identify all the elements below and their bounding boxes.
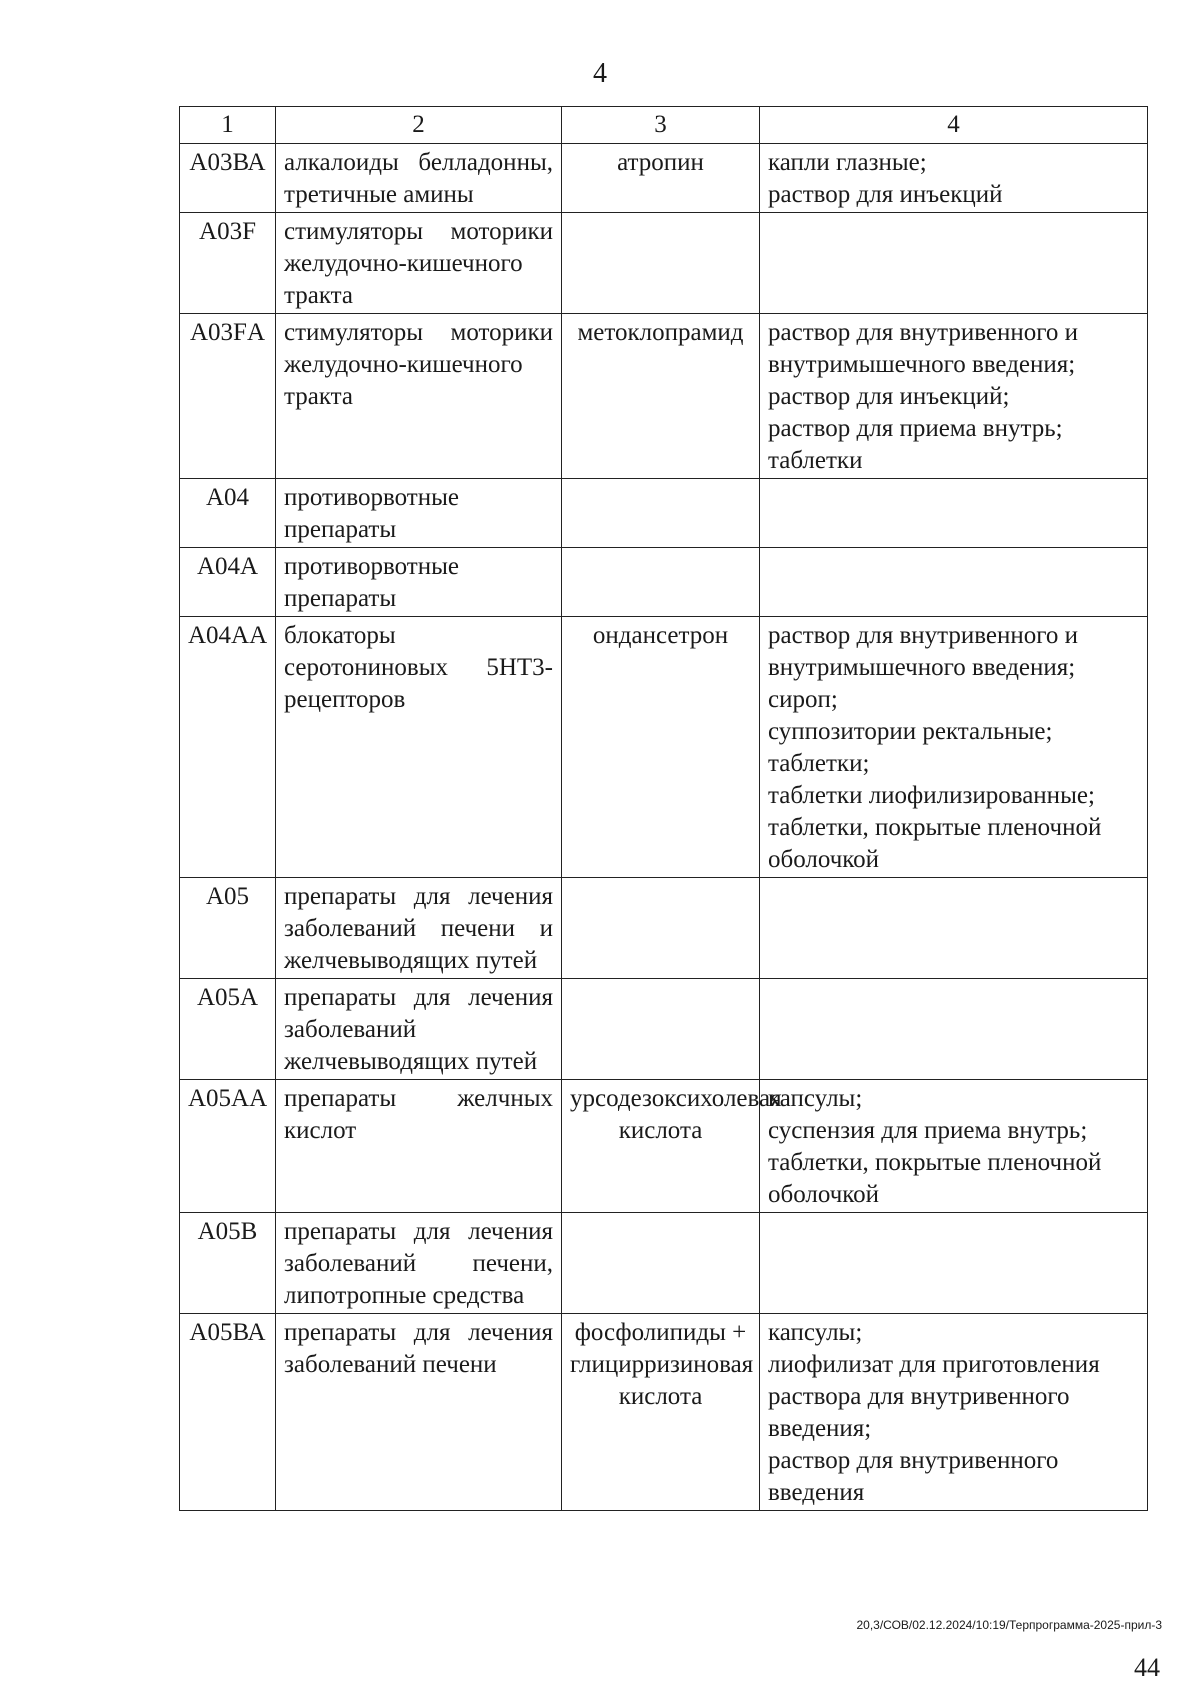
table-row	[180, 1213, 1148, 1314]
dosage-form-item: капсулы;	[768, 1085, 863, 1112]
dosage-form-item: раствор для инъекций	[768, 181, 1003, 208]
dosage-form-item: раствор для инъекций;	[768, 383, 1010, 410]
dosage-forms-cell	[760, 1314, 1148, 1511]
dosage-forms-cell	[760, 144, 1148, 213]
pharmacological-group-cell: препараты для лечения заболеваний желчевыводящих путей	[276, 979, 562, 1080]
atc-code-cell: А05В	[180, 1213, 276, 1314]
dosage-forms-cell	[760, 617, 1148, 878]
drug-table	[179, 106, 1148, 1511]
dosage-forms-cell	[760, 979, 1148, 1080]
table-row	[180, 617, 1148, 878]
atc-code-cell: А03ВА	[180, 144, 276, 213]
atc-code-cell: А03FА	[180, 314, 276, 479]
dosage-form-item: суппозитории ректальные;	[768, 718, 1053, 745]
atc-code-cell: А05ВА	[180, 1314, 276, 1511]
table-row	[180, 479, 1148, 548]
table-row	[180, 979, 1148, 1080]
dosage-form-item: капли глазные;	[768, 149, 927, 176]
pharmacological-group-cell: алкалоиды белладонны, третичные амины	[276, 144, 562, 213]
atc-code-cell: А05АА	[180, 1080, 276, 1213]
column-header-1: 1	[180, 107, 276, 144]
pharmacological-group-cell: противорвотные препараты	[276, 479, 562, 548]
dosage-forms-cell	[760, 878, 1148, 979]
dosage-forms-cell	[760, 213, 1148, 314]
dosage-forms-cell	[760, 1213, 1148, 1314]
dosage-form-item: сироп;	[768, 686, 838, 713]
atc-code-cell: А05	[180, 878, 276, 979]
dosage-form-item: таблетки	[768, 447, 863, 474]
atc-code-cell: А04А	[180, 548, 276, 617]
header-row	[180, 107, 1148, 144]
pharmacological-group-cell: стимуляторы моторики желудочно-кишечного тракта	[276, 314, 562, 479]
dosage-forms-cell	[760, 314, 1148, 479]
pharmacological-group-cell: блокаторы серотониновых 5НТ3-рецепторов	[276, 617, 562, 878]
dosage-form-item: таблетки, покрытые пленочной оболочкой	[768, 814, 1102, 873]
table-row	[180, 144, 1148, 213]
table-row	[180, 548, 1148, 617]
dosage-form-item: таблетки лиофилизированные;	[768, 782, 1095, 809]
document-footer-code: 20,3/СОВ/02.12.2024/10:19/Терпрограмма-2025-прил-3	[856, 1618, 1162, 1632]
dosage-form-item: таблетки;	[768, 750, 870, 777]
atc-code-cell: А04АА	[180, 617, 276, 878]
pharmacological-group-cell: стимуляторы моторики желудочно-кишечного тракта	[276, 213, 562, 314]
drug-name-cell	[562, 1213, 760, 1314]
drug-name-cell	[562, 213, 760, 314]
drug-name-cell	[562, 479, 760, 548]
drug-name-cell: урсодезоксихолевая кислота	[562, 1080, 760, 1213]
dosage-forms-cell	[760, 479, 1148, 548]
table-body	[180, 144, 1148, 1511]
column-header-4: 4	[760, 107, 1148, 144]
drug-name-cell	[562, 548, 760, 617]
page-number-top: 4	[593, 58, 607, 89]
drug-name-cell	[562, 979, 760, 1080]
atc-code-cell: А04	[180, 479, 276, 548]
dosage-form-item: суспензия для приема внутрь;	[768, 1117, 1088, 1144]
pharmacological-group-cell: противорвотные препараты	[276, 548, 562, 617]
column-header-3: 3	[562, 107, 760, 144]
pharmacological-group-cell: препараты желчных кислот	[276, 1080, 562, 1213]
pharmacological-group-cell: препараты для лечения заболеваний печени	[276, 1314, 562, 1511]
dosage-form-item: раствор для внутривенного и внутримышечного введения;	[768, 622, 1079, 681]
table-row	[180, 314, 1148, 479]
dosage-form-item: раствор для внутривенного введения	[768, 1447, 1059, 1506]
drug-name-cell: атропин	[562, 144, 760, 213]
pharmacological-group-cell: препараты для лечения заболеваний печени и желчевыводящих путей	[276, 878, 562, 979]
dosage-forms-cell	[760, 1080, 1148, 1213]
dosage-forms-cell	[760, 548, 1148, 617]
page-number-bottom: 44	[1134, 1653, 1160, 1682]
drug-name-cell: метоклопрамид	[562, 314, 760, 479]
dosage-form-item: таблетки, покрытые пленочной оболочкой	[768, 1149, 1102, 1208]
table-row	[180, 213, 1148, 314]
dosage-form-item: лиофилизат для приготовления раствора для внутривенного введения;	[768, 1351, 1100, 1442]
table-row	[180, 878, 1148, 979]
column-header-2: 2	[276, 107, 562, 144]
drug-name-cell	[562, 878, 760, 979]
pharmacological-group-cell: препараты для лечения заболеваний печени, липотропные средства	[276, 1213, 562, 1314]
atc-code-cell: А03F	[180, 213, 276, 314]
atc-code-cell: А05А	[180, 979, 276, 1080]
dosage-form-item: раствор для внутривенного и внутримышечного введения;	[768, 319, 1079, 378]
dosage-form-item: капсулы;	[768, 1319, 863, 1346]
dosage-form-item: раствор для приема внутрь;	[768, 415, 1063, 442]
table-row	[180, 1314, 1148, 1511]
table-row	[180, 1080, 1148, 1213]
drug-name-cell: фосфолипиды + глицирризиновая кислота	[562, 1314, 760, 1511]
drug-name-cell: ондансетрон	[562, 617, 760, 878]
